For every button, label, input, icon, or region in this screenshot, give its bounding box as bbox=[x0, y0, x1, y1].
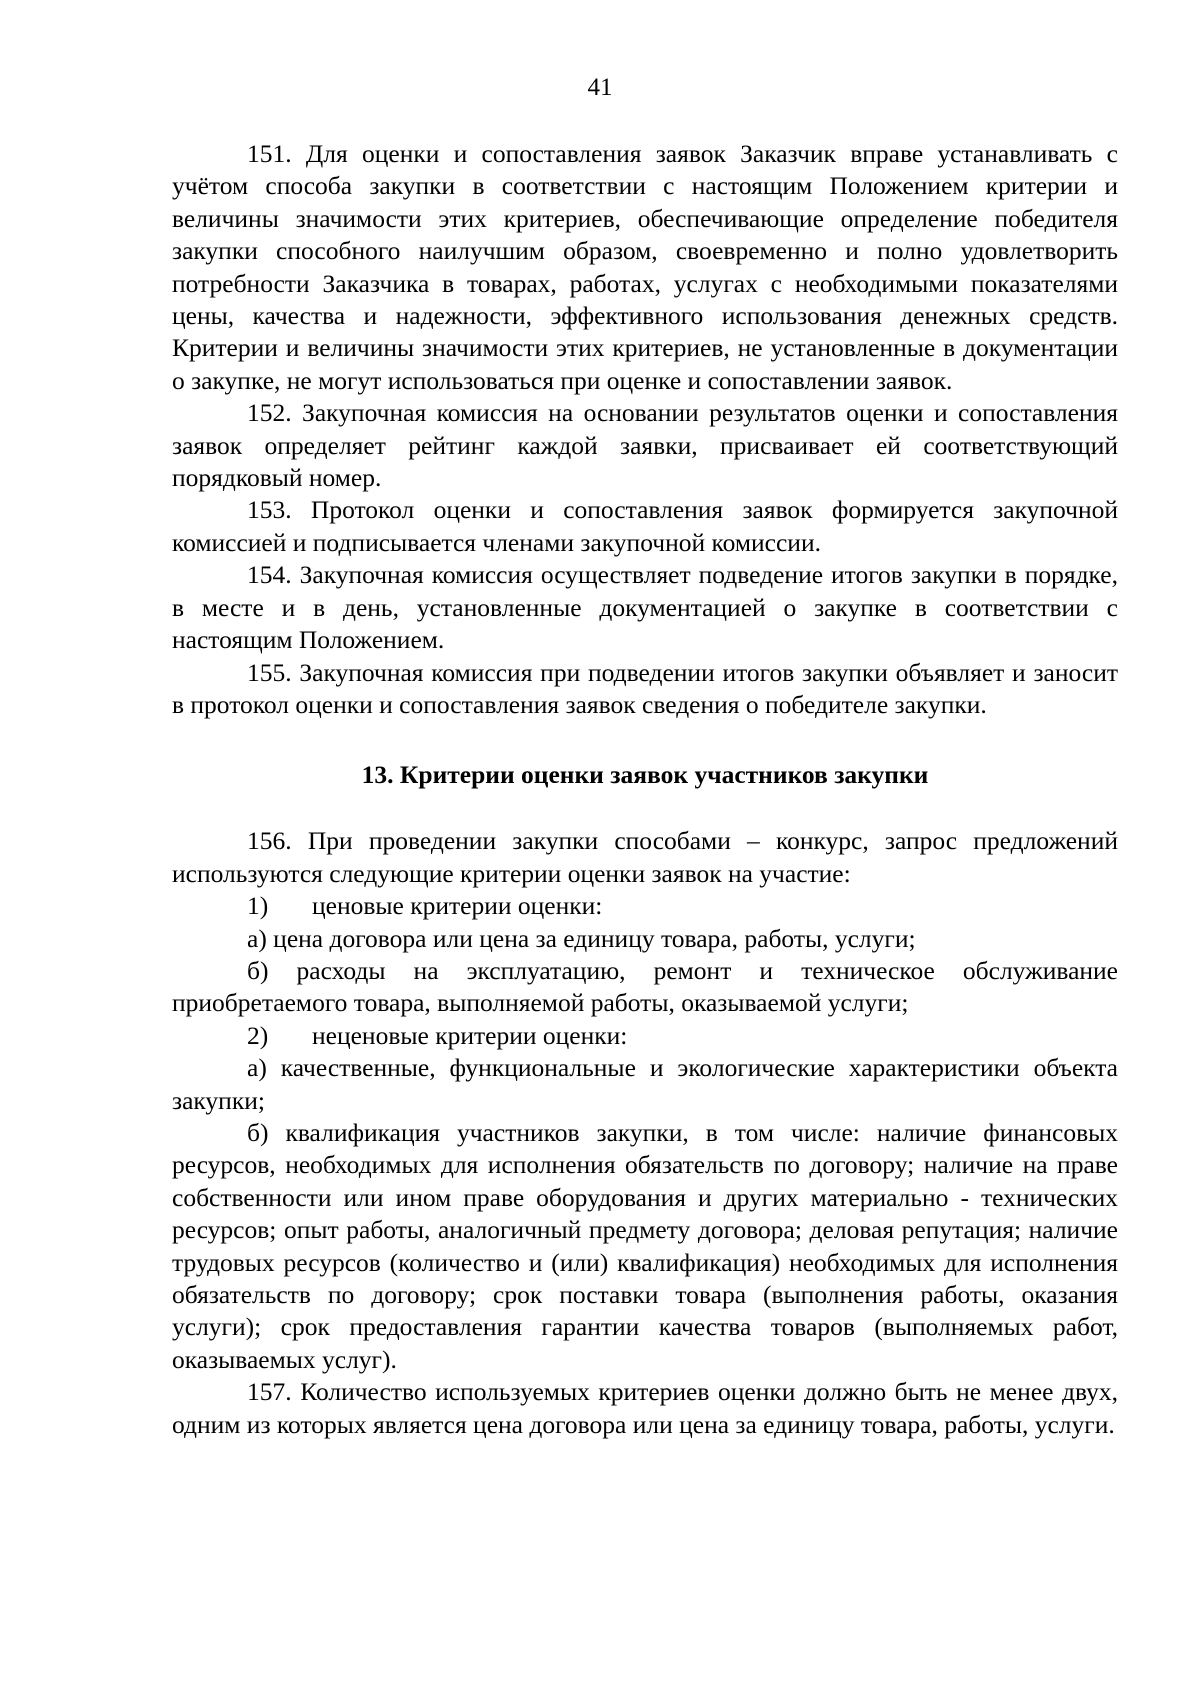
list-item-number: 2) bbox=[247, 1020, 269, 1050]
section-heading: 13. Критерии оценки заявок участников закупки bbox=[361, 760, 929, 790]
paragraph-156: 156. При проведении закупки способами – конкурс, запрос предложений используются следующие критерии оценки заявок на участие: bbox=[172, 826, 1118, 888]
subitem-nonprice-a: а) качественные, функциональные и экологические характеристики объекта закупки; bbox=[172, 1053, 1118, 1115]
list-item-price-criteria bbox=[172, 890, 1118, 922]
paragraph-153: 153. Протокол оценки и сопоставления заявок формируется закупочной комиссией и подписывается членами закупочной комиссии. bbox=[172, 495, 1118, 557]
subitem-price-b: б) расходы на эксплуатацию, ремонт и техническое обслуживание приобретаемого товара, выполняемой работы, оказываемой услуги; bbox=[172, 955, 1118, 1018]
paragraph-151: 151. Для оценки и сопоставления заявок Заказчик вправе устанавливать с учётом способа закупки в соответствии с настоящим Положением критерии и величины значимости этих критериев, обеспечивающие определение победителя закупки способного наилучшим образом, своевременно и полно удовлетворить потребности Заказчика в товарах, работах, услугах с необходимыми показателями цены, качества и надежности, эффективного использования денежных средств. Критерии и величины значимости этих критериев, не установленные в документации о закупке, не могут использоваться при оценке и сопоставлении заявок. bbox=[172, 139, 1118, 395]
document-body bbox=[172, 138, 1118, 1441]
paragraph-154: 154. Закупочная комиссия осуществляет подведение итогов закупки в порядке, в месте и в день, установленные документацией о закупке в соответствии с настоящим Положением. bbox=[172, 560, 1118, 655]
subitem-nonprice-b: б) квалификация участников закупки, в том числе: наличие финансовых ресурсов, необходимых для исполнения обязательств по договору; наличие на праве собственности или ином праве оборудования и других материально - технических ресурсов; опыт работы, аналогичный предмету договора; деловая репутация; наличие трудовых ресурсов (количество и (или) квалификация) необходимых для исполнения обязательств по договору; срок поставки товара (выполнения работы, оказания услуги); срок предоставления гарантии качества товаров (выполняемых работ, оказываемых услуг). bbox=[172, 1117, 1118, 1374]
list-item-text: ценовые критерии оценки: bbox=[312, 891, 603, 921]
subitem-price-a: а) цена договора или цена за единицу товара, работы, услуги; bbox=[247, 923, 916, 953]
list-item-number: 1) bbox=[247, 891, 269, 921]
list-item-text: неценовые критерии оценки: bbox=[312, 1020, 628, 1050]
paragraph-155: 155. Закупочная комиссия при подведении итогов закупки объявляет и заносит в протокол оценки и сопоставления заявок сведения о победителе закупки. bbox=[172, 657, 1118, 719]
paragraph-157: 157. Количество используемых критериев оценки должно быть не менее двух, одним из которых является цена договора или цена за единицу товара, работы, услуги. bbox=[172, 1377, 1118, 1439]
list-item-nonprice-criteria bbox=[172, 1020, 1118, 1052]
paragraph-152: 152. Закупочная комиссия на основании результатов оценки и сопоставления заявок определяет рейтинг каждой заявки, присваивает ей соответствующий порядковый номер. bbox=[172, 398, 1118, 493]
page-number: 41 bbox=[587, 74, 613, 101]
